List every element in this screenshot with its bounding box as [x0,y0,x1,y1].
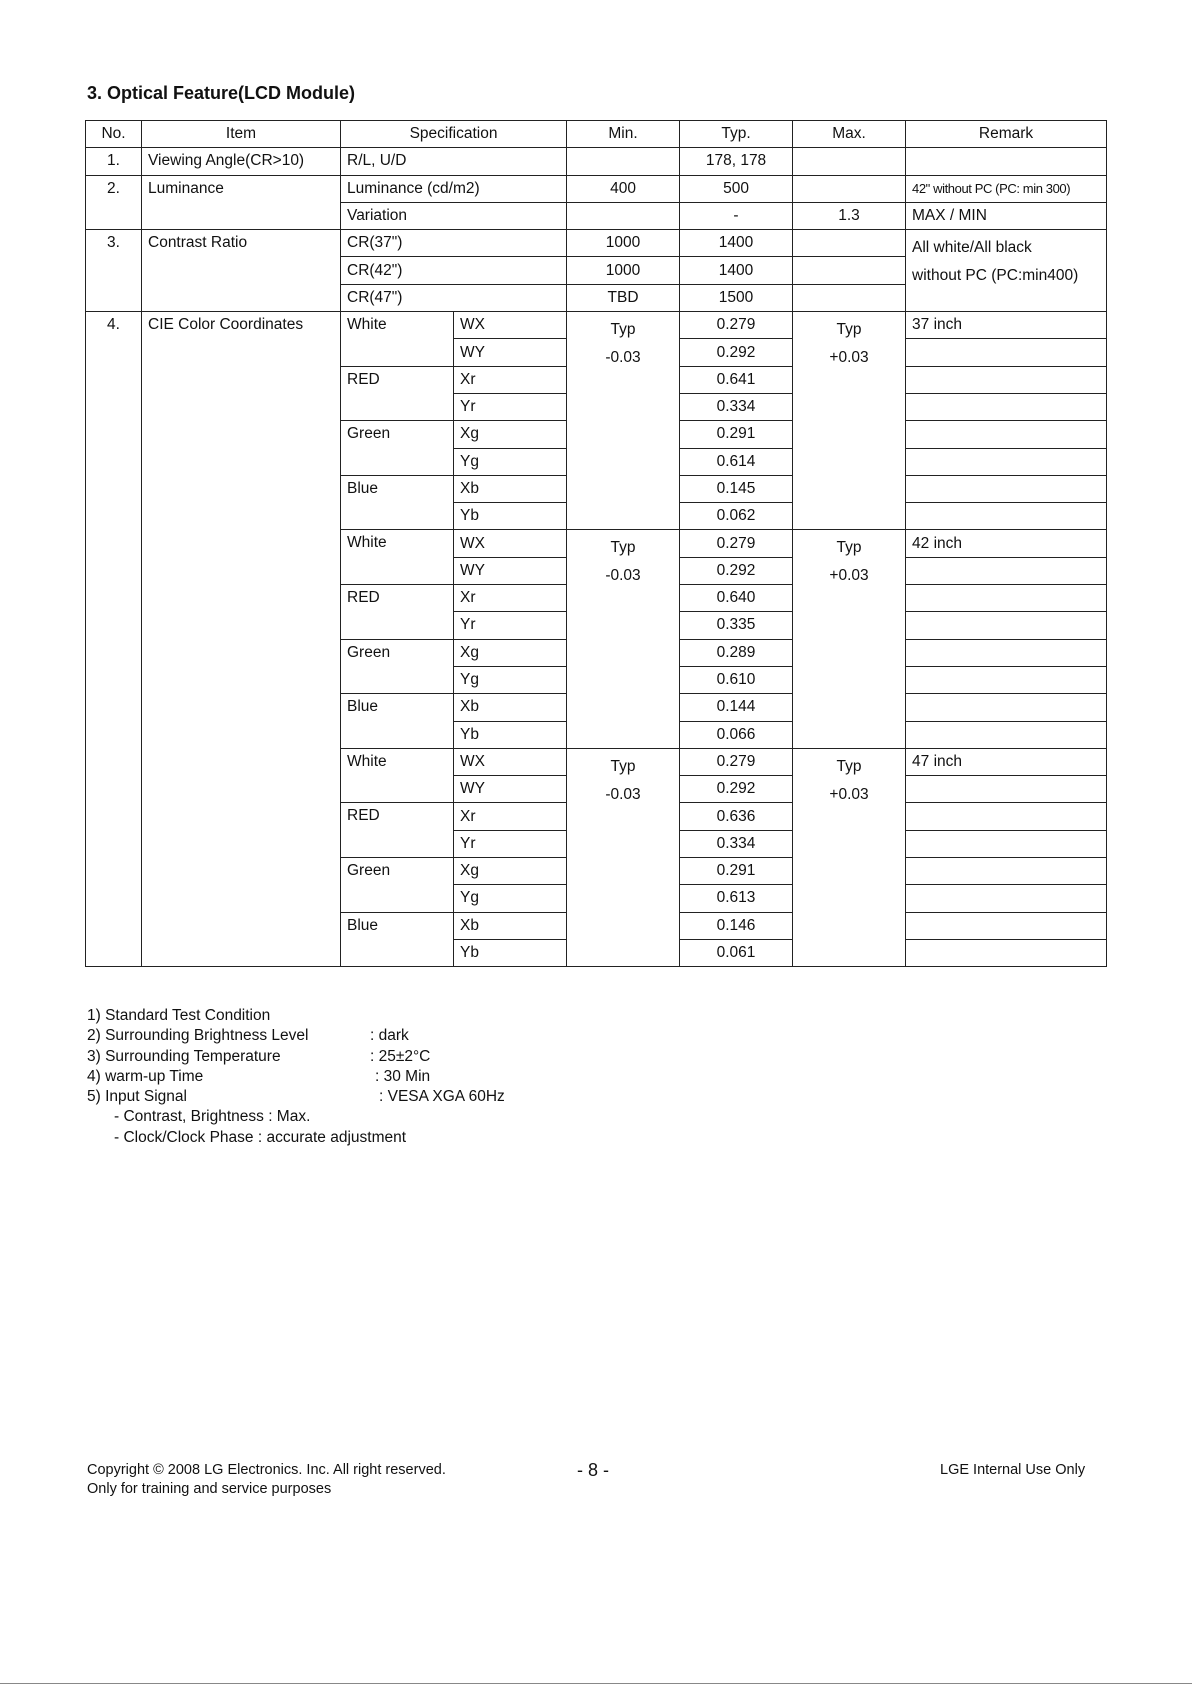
color-name: Blue [341,694,454,749]
color-symbol: WY [454,557,567,584]
row-typ: 0.334 [680,830,793,857]
note-label: 3) Surrounding Temperature [87,1047,281,1065]
row-remark [906,503,1107,530]
color-symbol: Xr [454,366,567,393]
min-label: Typ [610,321,636,339]
header-no: No. [86,121,142,148]
row-max [793,312,906,530]
header-specification: Specification [341,121,567,148]
internal-use-label: LGE Internal Use Only [940,1462,1086,1478]
row-remark [906,148,1107,175]
min-offset: -0.03 [605,349,641,367]
color-symbol: Yb [454,939,567,966]
row-min [567,530,680,748]
row-remark [906,421,1107,448]
row-remark: 37 inch [906,312,1107,339]
note-value: : VESA XGA 60Hz [379,1088,505,1106]
row-spec: CR(37") [341,230,567,257]
color-name: White [341,530,454,585]
color-symbol: Xr [454,585,567,612]
row-min [567,748,680,966]
color-symbol: Yr [454,612,567,639]
row-typ: 0.292 [680,339,793,366]
color-symbol: Yr [454,830,567,857]
color-name: RED [341,366,454,421]
row-max [793,175,906,202]
color-symbol: Yr [454,393,567,420]
row-typ: 0.641 [680,366,793,393]
note-value: : 30 Min [375,1067,431,1085]
row-typ: 500 [680,175,793,202]
color-symbol: WX [454,530,567,557]
row-remark [906,830,1107,857]
row-typ: 0.335 [680,612,793,639]
row-max [793,257,906,284]
color-name: Green [341,858,454,913]
header-min: Min. [567,121,680,148]
color-symbol: Xr [454,803,567,830]
note-item [87,1006,406,1026]
table-row [86,312,1107,339]
color-symbol: Xg [454,421,567,448]
row-item: CIE Color Coordinates [142,312,341,967]
row-remark [906,666,1107,693]
header-remark: Remark [906,121,1107,148]
max-label: Typ [836,321,862,339]
note-item [87,1067,431,1087]
row-typ: 0.066 [680,721,793,748]
color-name: Green [341,639,454,694]
color-name: Blue [341,912,454,967]
note-label: 2) Surrounding Brightness Level [87,1027,309,1045]
color-symbol: Yb [454,721,567,748]
row-no: 1. [86,148,142,175]
page-title: 3. Optical Feature(LCD Module) [87,83,356,103]
row-spec: Luminance (cd/m2) [341,175,567,202]
row-typ: 0.334 [680,393,793,420]
row-typ: 0.636 [680,803,793,830]
row-spec: CR(42") [341,257,567,284]
row-remark [906,339,1107,366]
header-typ: Typ. [680,121,793,148]
row-remark [906,612,1107,639]
color-symbol: Xb [454,475,567,502]
row-remark [906,557,1107,584]
color-symbol: Yg [454,885,567,912]
row-typ: 0.291 [680,421,793,448]
row-typ: 0.146 [680,912,793,939]
table-row [86,230,1107,257]
sub-note: - Clock/Clock Phase : accurate adjustment [114,1128,407,1146]
table-row [86,148,1107,175]
row-remark: MAX / MIN [906,202,1107,229]
color-symbol: Yg [454,666,567,693]
color-symbol: WX [454,748,567,775]
row-typ: 0.291 [680,858,793,885]
color-symbol: WY [454,339,567,366]
row-typ: 0.640 [680,585,793,612]
row-min [567,148,680,175]
min-label: Typ [610,539,636,557]
row-remark [906,858,1107,885]
row-spec: R/L, U/D [341,148,567,175]
row-typ: 0.610 [680,666,793,693]
row-typ: 1400 [680,230,793,257]
row-max [793,284,906,311]
max-label: Typ [836,539,862,557]
color-name: White [341,748,454,803]
row-remark [906,803,1107,830]
max-offset: +0.03 [829,567,869,585]
row-min [567,312,680,530]
header-max: Max. [793,121,906,148]
row-typ: 0.614 [680,448,793,475]
color-symbol: Xb [454,912,567,939]
row-typ: 0.279 [680,530,793,557]
row-no: 4. [86,312,142,967]
color-symbol: Yb [454,503,567,530]
table-row [86,175,1107,202]
row-spec: Variation [341,202,567,229]
note-item [87,1047,431,1067]
row-remark [906,585,1107,612]
row-typ: 1500 [680,284,793,311]
row-remark: 47 inch [906,748,1107,775]
max-offset: +0.03 [829,349,869,367]
footer-left [87,1461,446,1499]
row-remark [906,912,1107,939]
row-typ: 0.145 [680,475,793,502]
row-no: 3. [86,230,142,312]
row-remark: 42" without PC (PC: min 300) [906,175,1107,202]
color-symbol: Xg [454,639,567,666]
row-remark: 42 inch [906,530,1107,557]
max-offset: +0.03 [829,785,869,803]
row-min [567,202,680,229]
color-name: Green [341,421,454,476]
row-no: 2. [86,175,142,230]
header-item: Item [142,121,341,148]
row-remark [906,939,1107,966]
row-remark [906,694,1107,721]
note-value: : 25±2°C [370,1047,431,1065]
note-item [87,1087,505,1107]
purpose-text: Only for training and service purposes [87,1481,332,1497]
row-remark [906,475,1107,502]
color-symbol: Xb [454,694,567,721]
note-item [87,1026,409,1046]
notes [87,1006,505,1148]
row-typ: 0.292 [680,776,793,803]
color-symbol: WX [454,312,567,339]
row-typ: 0.061 [680,939,793,966]
bottom-rule [0,1683,1192,1684]
row-remark [906,721,1107,748]
optical-feature-table [85,120,1107,967]
max-label: Typ [836,757,862,775]
min-label: Typ [610,757,636,775]
row-min: 400 [567,175,680,202]
row-remark [906,448,1107,475]
row-item: Viewing Angle(CR>10) [142,148,341,175]
note-label: 5) Input Signal [87,1088,187,1106]
row-remark [906,366,1107,393]
row-typ: 0.279 [680,748,793,775]
note-label: 4) warm-up Time [87,1067,204,1085]
row-typ: 0.279 [680,312,793,339]
row-typ: 0.292 [680,557,793,584]
row-spec: CR(47") [341,284,567,311]
row-typ: 0.144 [680,694,793,721]
remark-line: All white/All black [912,239,1032,257]
row-max: 1.3 [793,202,906,229]
sub-note: - Contrast, Brightness : Max. [114,1108,311,1126]
row-remark [906,639,1107,666]
row-remark [906,230,1107,312]
color-symbol: WY [454,776,567,803]
color-name: Blue [341,475,454,530]
min-offset: -0.03 [605,567,641,585]
row-max [793,148,906,175]
row-remark [906,393,1107,420]
row-item: Luminance [142,175,341,230]
note-label: 1) Standard Test Condition [87,1007,271,1024]
row-typ: 0.613 [680,885,793,912]
table-header-row [86,121,1107,148]
copyright-text: Copyright © 2008 LG Electronics. Inc. All right reserved. [87,1462,446,1478]
color-name: RED [341,585,454,640]
row-max [793,748,906,966]
color-name: RED [341,803,454,858]
color-symbol: Yg [454,448,567,475]
row-min: 1000 [567,230,680,257]
row-typ: 0.289 [680,639,793,666]
min-offset: -0.03 [605,785,641,803]
row-max [793,230,906,257]
page-number: - 8 - [577,1460,610,1480]
row-min: TBD [567,284,680,311]
color-symbol: Xg [454,858,567,885]
row-typ: 1400 [680,257,793,284]
color-name: White [341,312,454,367]
remark-line: without PC (PC:min400) [912,267,1079,285]
note-value: : dark [370,1027,409,1045]
row-remark [906,776,1107,803]
row-remark [906,885,1107,912]
row-typ: 0.062 [680,503,793,530]
row-typ: - [680,202,793,229]
row-item: Contrast Ratio [142,230,341,312]
row-min: 1000 [567,257,680,284]
row-max [793,530,906,748]
row-typ: 178, 178 [680,148,793,175]
